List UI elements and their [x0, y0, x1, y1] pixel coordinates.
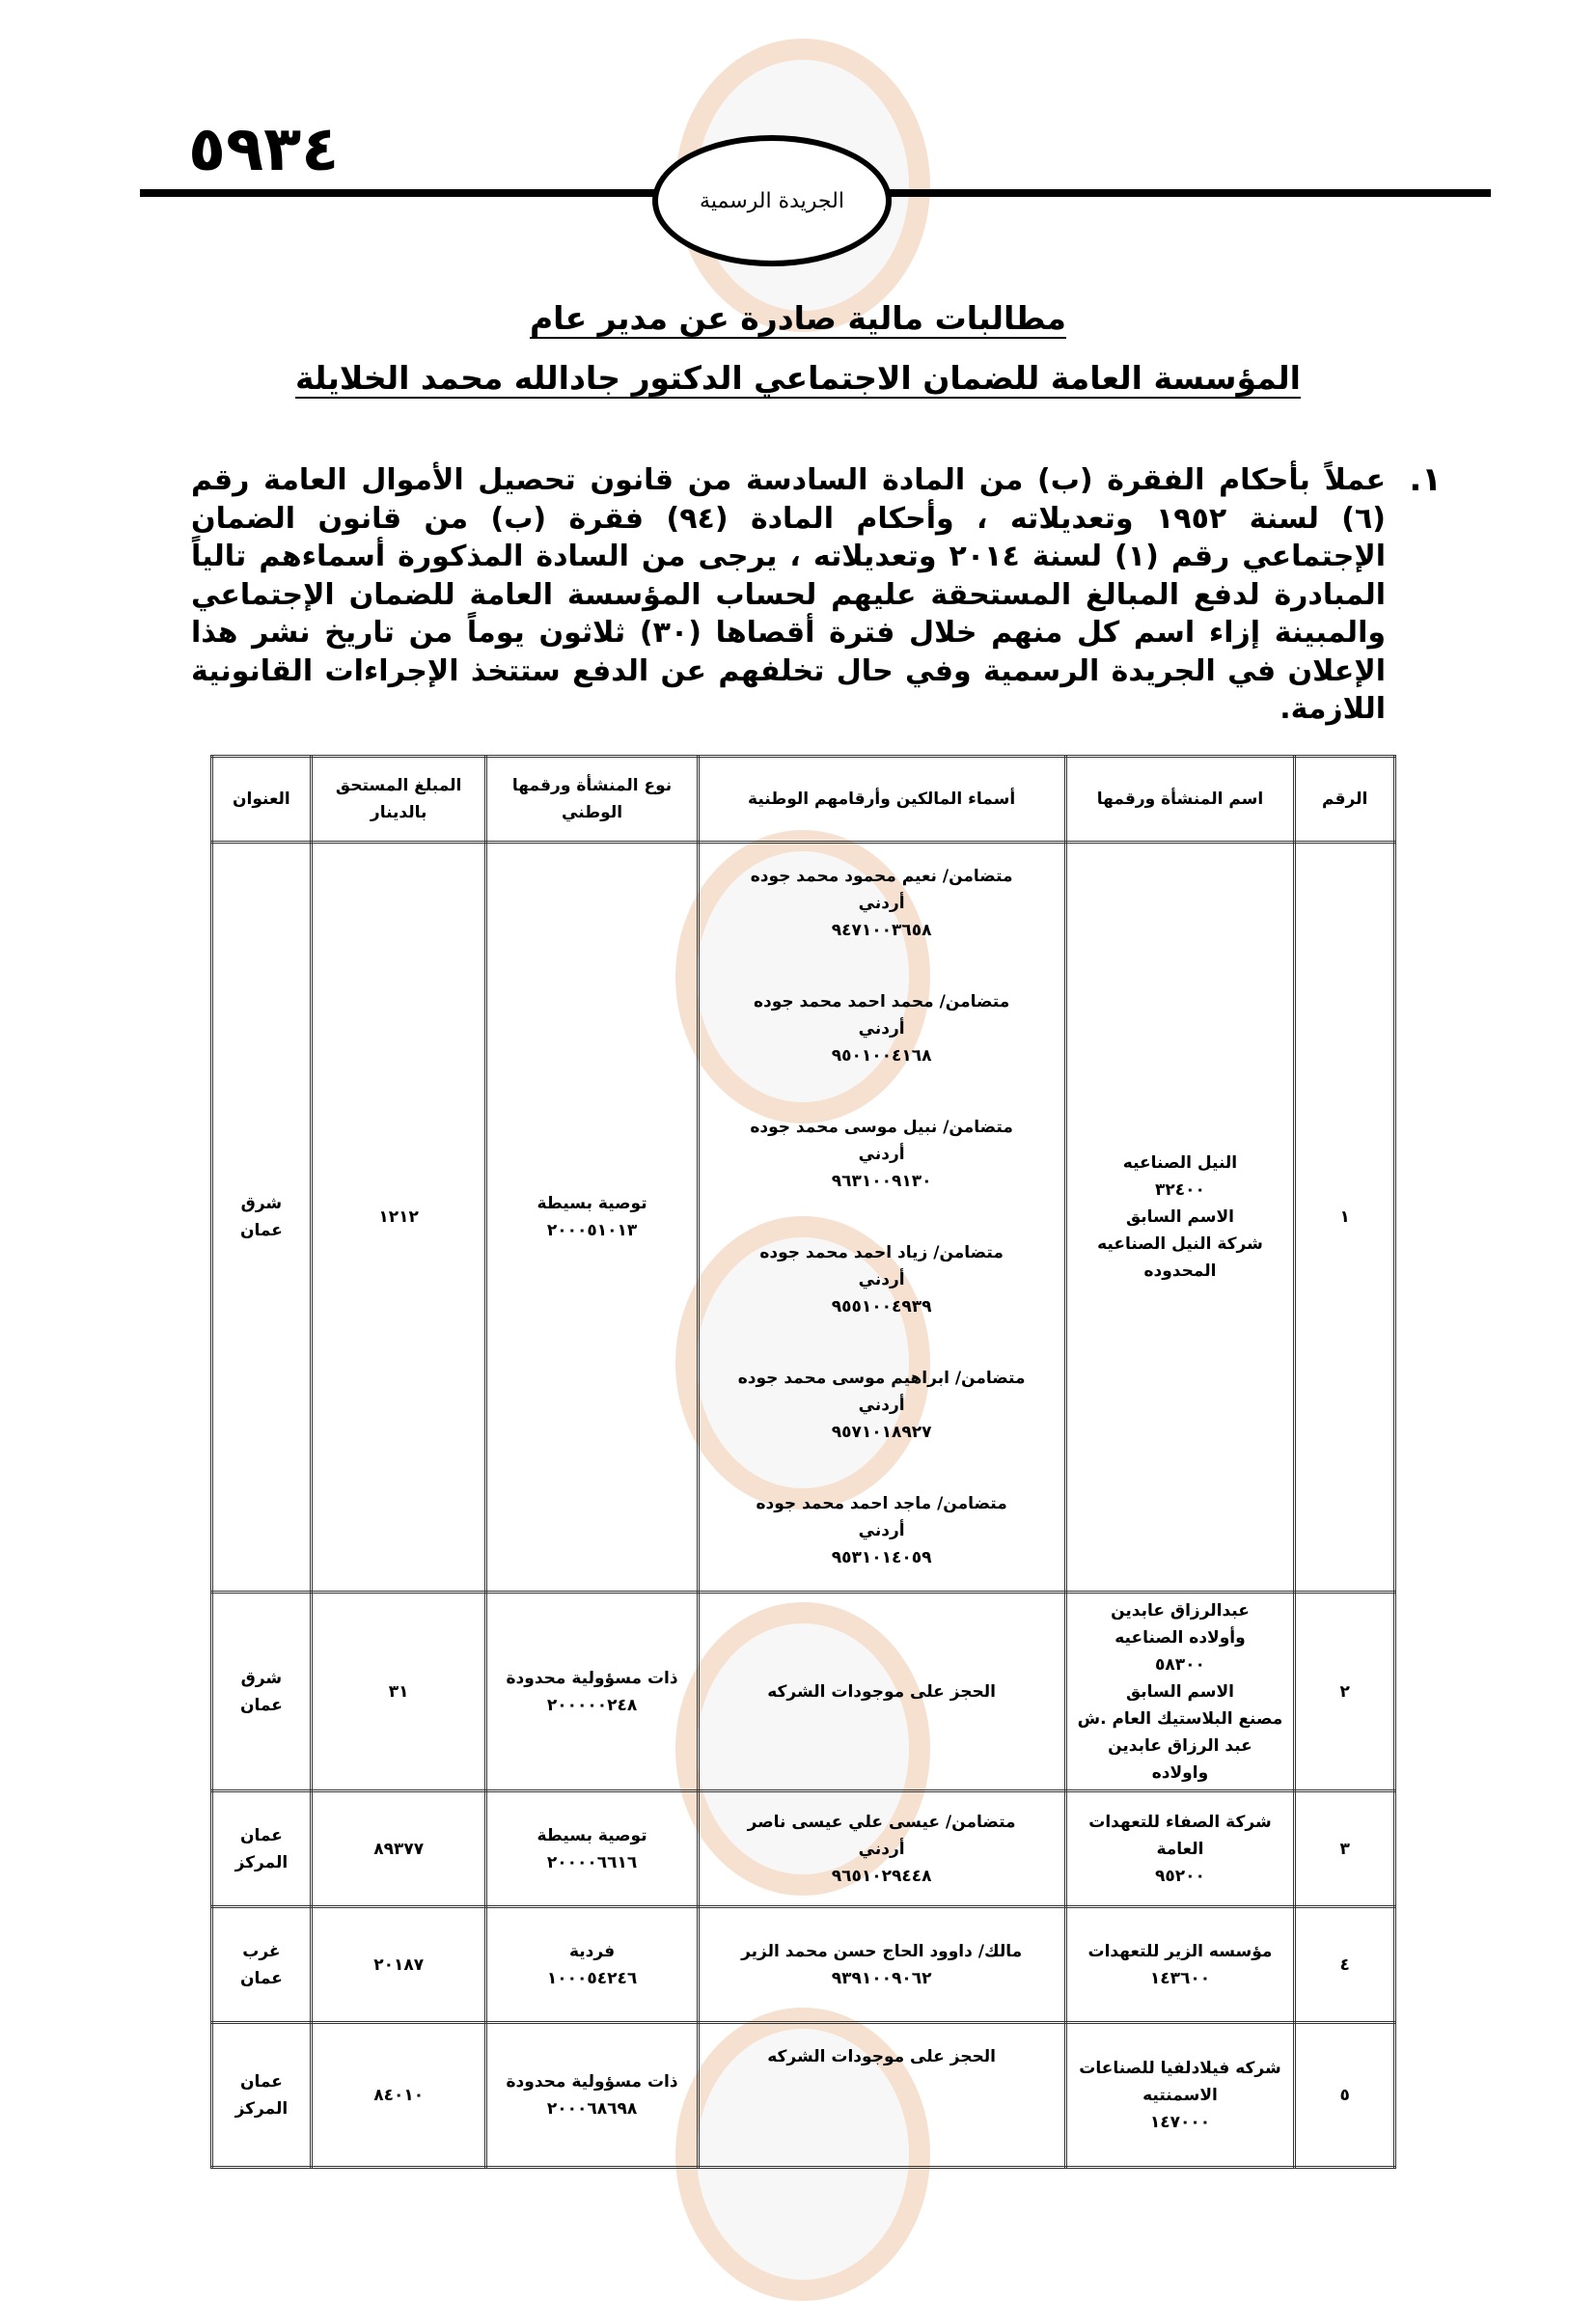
cell-establishment	[1065, 1907, 1295, 2023]
address-line: المركز	[234, 1852, 289, 1872]
establishment-name-line: عبدالرزاق عابدين	[1111, 1600, 1250, 1621]
establishment-national-no: ٢٠٠٠٥١٠١٣	[546, 1221, 638, 1240]
header-name: اسم المنشأة ورقمها	[1065, 757, 1295, 843]
cell-amount	[311, 1791, 486, 1907]
establishment-name-line: ٩٥٢٠٠	[1155, 1866, 1205, 1886]
owner-nationality: أردني	[858, 1145, 905, 1164]
amount-due: ٨٤٠١٠	[373, 2085, 425, 2105]
cell-amount	[311, 843, 486, 1593]
establishment-type: توصية بسيطة	[537, 1825, 647, 1845]
address-line: شرق	[240, 1194, 283, 1213]
address-line: غرب	[242, 1941, 281, 1961]
header-amount: المبلغ المستحق بالدينار	[311, 757, 486, 843]
establishment-national-no: ٢٠٠٠٦٨٦٩٨	[546, 2098, 638, 2119]
establishment-name-line: الاسم السابق	[1125, 1207, 1234, 1227]
table-row	[212, 1907, 1395, 2023]
address-line: عمان	[239, 1968, 283, 1988]
establishment-name-line: ١٤٧٠٠٠	[1149, 2112, 1211, 2132]
cell-amount	[311, 2023, 486, 2168]
address-line: عمان	[239, 1825, 283, 1845]
owner-nationality: أردني	[858, 894, 905, 913]
owner-entry	[705, 1365, 1059, 1446]
main-title-text: مطالبات مالية صادرة عن مدير عام	[530, 299, 1066, 337]
amount-due: ٣١	[388, 1681, 409, 1702]
cell-establishment	[1065, 2023, 1295, 2168]
header-address: العنوان	[212, 757, 312, 843]
row-number: ٤	[1339, 1954, 1350, 1975]
establishment-name-line: ٣٢٤٠٠	[1155, 1180, 1205, 1200]
owner-national-id: ٩٥٧١٠١٨٩٢٧	[831, 1423, 932, 1442]
establishment-name-line: ٥٨٣٠٠	[1155, 1654, 1205, 1675]
main-title	[0, 299, 1596, 337]
establishment-type: توصية بسيطة	[537, 1194, 647, 1213]
owner-name: متضامن/ عيسى علي عيسى ناصر	[747, 1812, 1016, 1832]
owners-note: الحجز على موجودات الشركه	[767, 1681, 997, 1702]
establishment-type: فردية	[568, 1941, 616, 1961]
establishment-name-line: شركه فيلادلفيا للصناعات	[1079, 2058, 1281, 2078]
owner-entry	[705, 988, 1059, 1069]
cell-establishment	[1065, 1791, 1295, 1907]
owner-national-id: ٩٦٣١٠٠٩١٣٠	[831, 1172, 932, 1191]
owner-nationality: أردني	[858, 1396, 905, 1415]
address-line: المركز	[234, 2098, 289, 2119]
cell-type	[486, 1907, 698, 2023]
notice-paragraph	[191, 460, 1442, 729]
claims-table	[210, 755, 1396, 2169]
cell-no	[1295, 1593, 1395, 1791]
cell-no	[1295, 843, 1395, 1593]
cell-type	[486, 843, 698, 1593]
cell-type	[486, 1791, 698, 1907]
owner-national-id: ٩٤٧١٠٠٣٦٥٨	[831, 921, 932, 940]
sub-title-text: المؤسسة العامة للضمان الاجتماعي الدكتور جادالله محمد الخلايلة	[294, 359, 1301, 397]
table-row	[212, 1791, 1395, 1907]
owner-entry	[705, 863, 1059, 944]
cell-no	[1295, 1791, 1395, 1907]
header-owners: أسماء المالكين وأرقامهم الوطنية	[698, 757, 1065, 843]
cell-no	[1295, 1907, 1395, 2023]
establishment-name-line: شركة النيل الصناعيه	[1097, 1234, 1263, 1254]
owner-entry	[705, 1938, 1059, 1992]
owner-name: متضامن/ نبيل موسى محمد جوده	[750, 1118, 1013, 1137]
owner-entry	[705, 1490, 1059, 1571]
establishment-name-line: المحدوده	[1143, 1261, 1217, 1281]
owner-name: مالك/ داوود الحاج حسن محمد الزير	[741, 1941, 1023, 1961]
gazette-name: الجريدة الرسمية	[700, 188, 844, 213]
paragraph-text: عملاً بأحكام الفقرة (ب) من المادة السادسة من قانون تحصيل الأموال العامة رقم (٦) لسنة ١٩٥٢ وتعديلاته ، وأحكام المادة (٩٤) فقرة (ب) من قانون الضمان الإجتماعي رقم (١) لسنة ٢٠١٤ وتعديلاته ، يرجى من السادة المذكورة أسماءهم تالياً المبادرة لدفع المبالغ المستحقة عليهم لحساب المؤسسة العامة للضمان الإجتماعي والمبينة إزاء اسم كل منهم خلال فترة أقصاها (٣٠) ثلاثون يوماً من تاريخ نشر هذا الإعلان في الجريدة الرسمية وفي حال تخلفهم عن الدفع ستتخذ الإجراءات القانونية اللازمة.	[191, 463, 1386, 726]
establishment-name-line: مؤسسه الزير للتعهدات	[1087, 1941, 1273, 1961]
owner-entry	[705, 1239, 1059, 1320]
cell-type	[486, 1593, 698, 1791]
owner-national-id: ٩٦٥١٠٢٩٤٤٨	[831, 1866, 932, 1886]
page-number: ٥٩٣٤	[188, 114, 340, 185]
paragraph-number: ١.	[1409, 460, 1442, 499]
establishment-name-line: شركة الصفاء للتعهدات	[1088, 1812, 1272, 1832]
row-number: ٣	[1339, 1839, 1350, 1859]
establishment-name-line: العامة	[1156, 1839, 1204, 1859]
cell-establishment	[1065, 843, 1295, 1593]
header-type: نوع المنشأة ورقمها الوطني	[486, 757, 698, 843]
cell-owners	[698, 1791, 1065, 1907]
address-line: عمان	[239, 2071, 283, 2092]
address-line: عمان	[239, 1695, 283, 1715]
owner-name: متضامن/ نعيم محمود محمد جوده	[750, 867, 1013, 886]
amount-due: ٨٩٣٧٧	[373, 1839, 425, 1859]
cell-owners	[698, 843, 1065, 1593]
establishment-name-line: مصنع البلاستيك العام .ش	[1077, 1708, 1283, 1729]
cell-amount	[311, 1593, 486, 1791]
establishment-name-line: ١٤٣٦٠٠	[1149, 1968, 1211, 1988]
cell-address	[212, 1907, 312, 2023]
owners-note: الحجز على موجودات الشركه	[767, 2047, 997, 2066]
establishment-national-no: ٢٠٠٠٠٦٦١٦	[546, 1852, 638, 1872]
table-row	[212, 843, 1395, 1593]
owner-nationality: أردني	[858, 1839, 905, 1859]
cell-owners	[698, 1907, 1065, 2023]
owner-entry	[705, 1114, 1059, 1195]
cell-type	[486, 2023, 698, 2168]
cell-amount	[311, 1907, 486, 2023]
table-row	[212, 1593, 1395, 1791]
amount-due: ٢٠١٨٧	[373, 1954, 425, 1975]
establishment-name-line: النيل الصناعيه	[1122, 1153, 1238, 1173]
table-header-row	[212, 757, 1395, 843]
cell-establishment	[1065, 1593, 1295, 1791]
establishment-national-no: ٢٠٠٠٠٠٢٤٨	[546, 1695, 638, 1715]
cell-owners	[698, 1593, 1065, 1791]
establishment-type: ذات مسؤولية محدودة	[506, 2071, 678, 2092]
owner-name: متضامن/ زياد احمد محمد جوده	[759, 1243, 1004, 1262]
row-number: ٥	[1339, 2085, 1350, 2105]
cell-address	[212, 2023, 312, 2168]
establishment-name-line: وأولاده الصناعيه	[1114, 1627, 1246, 1648]
header-no: الرقم	[1295, 757, 1395, 843]
owner-nationality: أردني	[858, 1270, 905, 1289]
cell-address	[212, 843, 312, 1593]
owner-national-id: ٩٣٩١٠٠٩٠٦٢	[831, 1968, 932, 1988]
row-number: ٢	[1339, 1681, 1350, 1702]
cell-no	[1295, 2023, 1395, 2168]
owner-national-id: ٩٥٠١٠٠٤١٦٨	[831, 1046, 932, 1066]
establishment-name-line: واولاده	[1151, 1762, 1209, 1783]
table-row	[212, 2023, 1395, 2168]
owner-entry	[705, 1809, 1059, 1890]
owner-name: متضامن/ ماجد احمد محمد جوده	[756, 1494, 1007, 1513]
cell-address	[212, 1791, 312, 1907]
amount-due: ١٢١٢	[378, 1207, 419, 1227]
cell-address	[212, 1593, 312, 1791]
owner-national-id: ٩٥٥١٠٠٤٩٣٩	[831, 1297, 932, 1317]
address-line: شرق	[240, 1668, 283, 1688]
owner-name: متضامن/ ابراهيم موسى محمد جوده	[737, 1369, 1026, 1388]
owner-nationality: أردني	[858, 1019, 905, 1039]
address-line: عمان	[239, 1221, 283, 1240]
establishment-name-line: الاسم السابق	[1125, 1681, 1234, 1702]
row-number: ١	[1339, 1207, 1350, 1227]
owner-nationality: أردني	[858, 1521, 905, 1540]
establishment-name-line: الاسمنتيه	[1142, 2085, 1218, 2105]
owner-name: متضامن/ محمد احمد محمد جوده	[753, 992, 1010, 1012]
establishment-name-line: عبد الرزاق عابدين	[1108, 1735, 1252, 1756]
establishment-type: ذات مسؤولية محدودة	[506, 1668, 678, 1688]
establishment-national-no: ١٠٠٠٥٤٢٤٦	[546, 1968, 638, 1988]
sub-title	[0, 359, 1596, 397]
cell-owners	[698, 2023, 1065, 2168]
gazette-oval	[652, 135, 892, 266]
owner-national-id: ٩٥٣١٠١٤٠٥٩	[831, 1548, 932, 1567]
